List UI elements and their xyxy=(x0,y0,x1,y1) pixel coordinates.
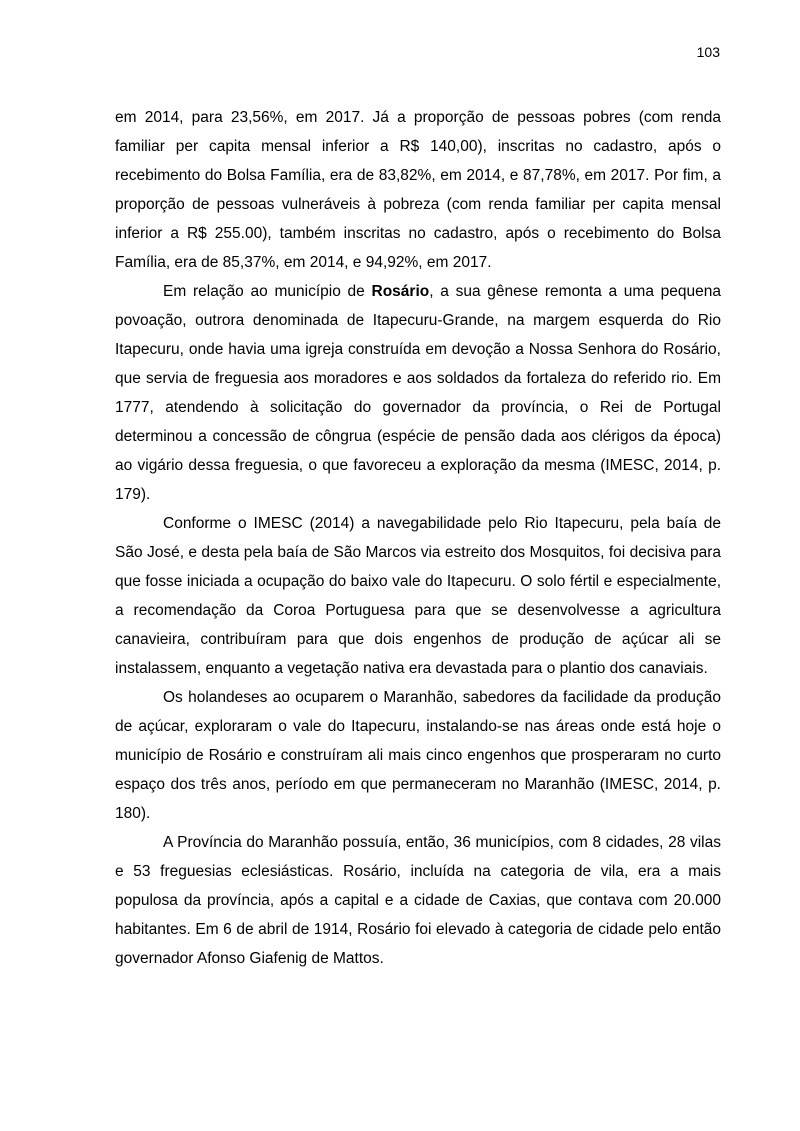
paragraph-navigability xyxy=(115,509,721,683)
paragraph-continuation xyxy=(115,103,721,277)
paragraph-text: em 2014, para 23,56%, em 2017. Já a proporção de pessoas pobres (com renda familiar per capita mensal inferior a R$ 140,00), inscritas no cadastro, após o recebimento do Bolsa Família, era de 83,82%, em 2014, e 87,78%, em 2017. Por fim, a proporção de pessoas vulneráveis à pobreza (com renda familiar per capita mensal inferior a R$ 255.00), também inscritas no cadastro, após o recebimento do Bolsa Família, era de 85,37%, em 2014, e 94,92%, em 2017. xyxy=(115,109,721,271)
page-number: 103 xyxy=(696,44,720,60)
page-content xyxy=(115,103,721,973)
paragraph-text: , a sua gênese remonta a uma pequena povoação, outrora denominada de Itapecuru-Grande, na margem esquerda do Rio Itapecuru, onde havia uma igreja construída em devoção a Nossa Senhora do Rosário, que servia de freguesia aos moradores e aos soldados da fortaleza do referido rio. Em 1777, atendendo à solicitação do governador da província, o Rei de Portugal determinou a concessão de côngrua (espécie de pensão dada aos clérigos da época) ao vigário dessa freguesia, o que favoreceu a exploração da mesma (IMESC, 2014, p. 179). xyxy=(115,283,722,503)
paragraph-rosario-genesis xyxy=(115,277,721,509)
paragraph-text: Em relação ao município de xyxy=(163,283,372,300)
paragraph-text: Conforme o IMESC (2014) a navegabilidade pelo Rio Itapecuru, pela baía de São José, e desta pela baía de São Marcos via estreito dos Mosquitos, foi decisiva para que fosse iniciada a ocupação do baixo vale do Itapecuru. O solo fértil e especialmente, a recomendação da Coroa Portuguesa para que se desenvolvesse a agricultura canavieira, contribuíram para que dois engenhos de produção de açúcar ali se instalassem, enquanto a vegetação nativa era devastada para o plantio dos canaviais. xyxy=(115,515,721,677)
bold-term-rosario: Rosário xyxy=(371,283,430,300)
paragraph-text: Os holandeses ao ocuparem o Maranhão, sabedores da facilidade da produção de açúcar, exploraram o vale do Itapecuru, instalando-se nas áreas onde está hoje o município de Rosário e construíram ali mais cinco engenhos que prosperaram no curto espaço dos três anos, período em que permaneceram no Maranhão (IMESC, 2014, p. 180). xyxy=(115,689,721,822)
paragraph-dutch-occupation xyxy=(115,683,721,828)
paragraph-province xyxy=(115,828,721,973)
paragraph-text: A Província do Maranhão possuía, então, 36 municípios, com 8 cidades, 28 vilas e 53 freguesias eclesiásticas. Rosário, incluída na categoria de vila, era a mais populosa da província, após a capital e a cidade de Caxias, que contava com 20.000 habitantes. Em 6 de abril de 1914, Rosário foi elevado à categoria de cidade pelo então governador Afonso Giafenig de Mattos. xyxy=(115,834,721,967)
